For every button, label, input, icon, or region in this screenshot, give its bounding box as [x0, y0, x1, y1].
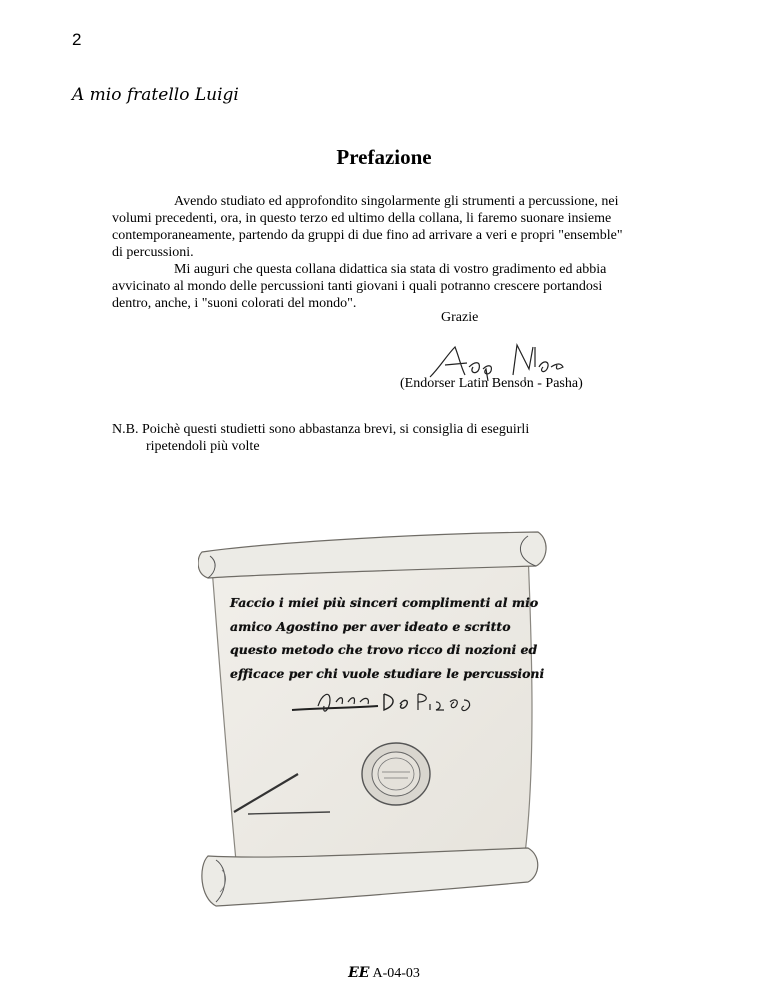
preface-line: contemporaneamente, partendo da gruppi di due fino ad arrivare a veri e propri "ensemble" — [112, 228, 623, 243]
footer — [0, 965, 768, 982]
preface-line: Mi auguri che questa collana didattica sia stata di vostro gradimento ed abbia — [174, 262, 607, 277]
note — [112, 421, 632, 455]
preface-line: di percussioni. — [112, 245, 194, 260]
preface-line: volumi precedenti, ora, in questo terzo ed ultimo della collana, li faremo suonare insieme — [112, 211, 612, 226]
parchment-scroll — [198, 530, 550, 908]
scroll-message — [230, 591, 545, 685]
preface-body — [112, 193, 680, 312]
page-number: 2 — [72, 30, 82, 49]
preface-line: dentro, anche, i "suoni colorati del mondo". — [112, 296, 357, 311]
note-line: N.B. Poichè questi studietti sono abbastanza brevi, si consiglia di eseguirli — [112, 422, 530, 437]
preface-line: Avendo studiato ed approfondito singolarmente gli strumenti a percussione, nei — [174, 194, 619, 209]
publisher-logo: EE — [348, 965, 370, 981]
scroll-line: Faccio i miei più sinceri complimenti al mio — [230, 595, 539, 610]
endorser-caption: (Endorser Latin Benson - Pasha) — [400, 376, 583, 391]
scroll-line: efficace per chi vuole studiare le percussioni — [230, 665, 545, 681]
scroll-line: amico Agostino per aver ideato e scritto — [230, 618, 511, 634]
page-title: Prefazione — [336, 145, 432, 169]
thanks-text: Grazie — [441, 310, 479, 325]
wax-seal-icon — [362, 743, 430, 805]
catalog-code: A-04-03 — [372, 966, 420, 981]
scroll-line: questo metodo che trovo ricco di nozioni ed — [230, 642, 538, 657]
note-line: ripetendoli più volte — [146, 439, 260, 454]
dedication: A mio fratello Luigi — [72, 85, 239, 105]
preface-line: avvicinato al mondo delle percussioni tanti giovani i quali potranno crescere portandosi — [112, 279, 603, 294]
